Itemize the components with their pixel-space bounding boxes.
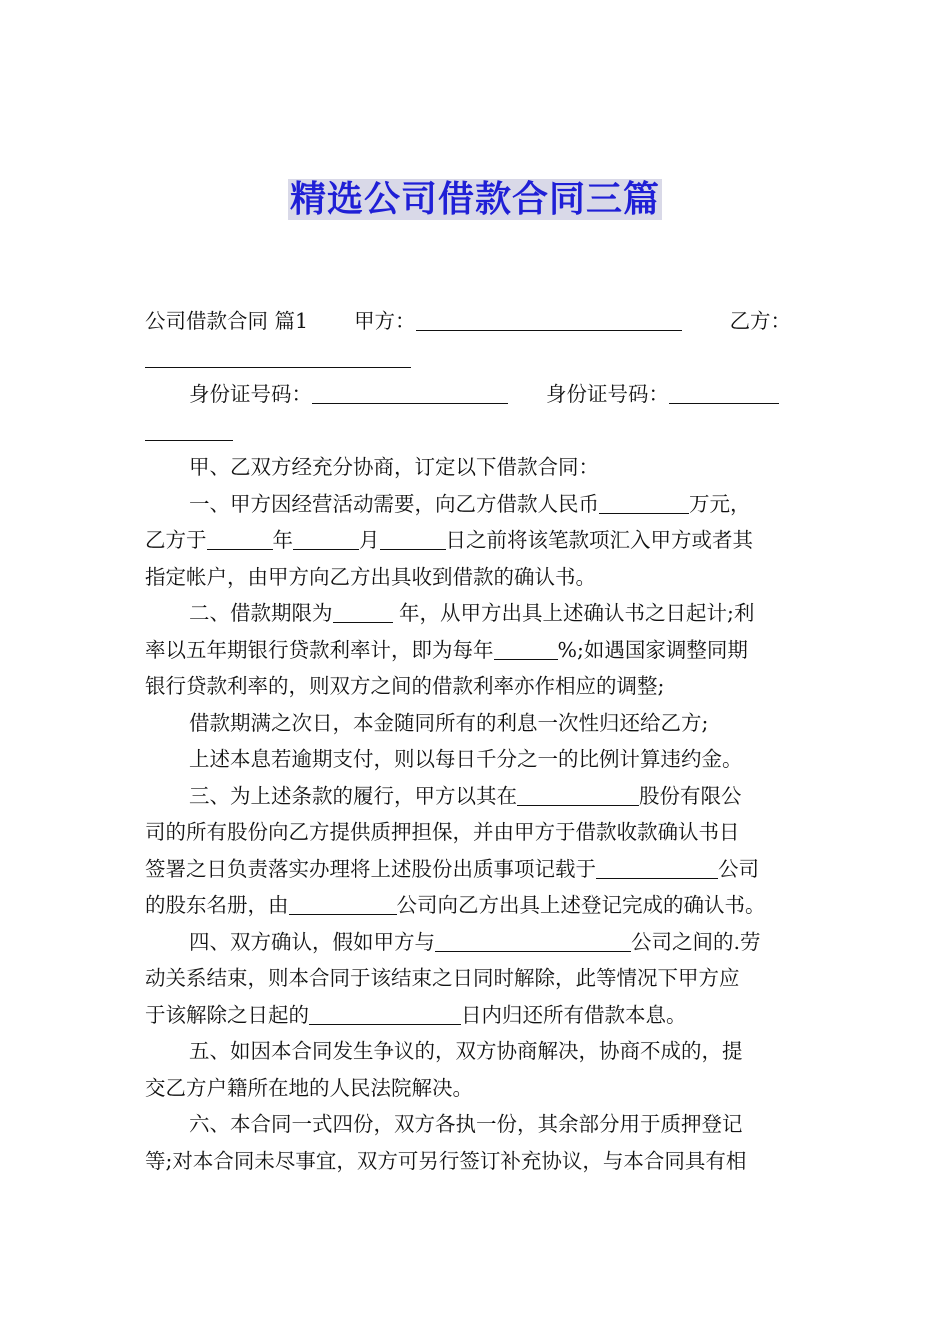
id-line	[145, 376, 811, 413]
paragraph-text: 五、如因本合同发生争议的，双方协商解决，协商不成的，提	[189, 1039, 743, 1063]
id-label-b: 身份证号码：	[546, 382, 669, 406]
paragraph-text: %;如遇国家调整同期	[557, 637, 748, 662]
paragraph-text: 乙方于	[145, 528, 207, 552]
paragraph-text: 的股东名册，由	[145, 893, 289, 917]
day-blank	[380, 525, 446, 550]
paragraph-text: 指定帐户，由甲方向乙方出具收到借款的确认书。	[145, 564, 596, 589]
contract-body	[145, 303, 811, 1179]
paragraph-text: 万元，	[689, 491, 751, 516]
paragraph	[145, 1033, 811, 1070]
register-company-blank	[596, 854, 718, 879]
paragraph-text: 公司向乙方出具上述登记完成的确认书。	[396, 893, 766, 917]
paragraph-continued	[145, 960, 811, 997]
paragraph-continued	[145, 851, 811, 888]
paragraph-text: 年，从甲方出具上述确认书之日起计;利	[399, 601, 755, 625]
paragraph-text: 四、双方确认，假如甲方与	[189, 929, 435, 954]
term-blank	[333, 598, 393, 623]
id-b-blank-continued-line	[145, 413, 811, 450]
paragraph-text: 年	[272, 528, 293, 552]
paragraph-text: 一、甲方因经营活动需要，向乙方借款人民币	[189, 491, 599, 516]
document-title	[0, 176, 950, 224]
paragraph-text: 日之前将该笔款项汇入甲方或者其	[445, 528, 753, 552]
party-a-label: 甲方：	[354, 309, 416, 333]
paragraph-continued	[145, 522, 811, 559]
contract-name: 公司借款合同 篇1	[145, 309, 309, 333]
paragraph-text: 签署之日负责落实办理将上述股份出质事项记载于	[145, 856, 596, 881]
paragraph-text: 交乙方户籍所在地的人民法院解决。	[145, 1075, 473, 1100]
paragraph-text: 率以五年期银行贷款利率计，即为每年	[145, 637, 494, 662]
amount-blank	[599, 489, 689, 514]
party-line	[145, 303, 811, 340]
paragraph-text: 甲、乙双方经充分协商，订定以下借款合同：	[189, 455, 599, 479]
paragraph	[145, 924, 811, 961]
paragraph-text: 等;对本合同未尽事宜，双方可另行签订补充协议，与本合同具有相	[145, 1148, 747, 1173]
paragraph	[145, 595, 811, 632]
employer-blank	[435, 927, 631, 952]
paragraph-text: 借款期满之次日，本金随同所有的利息一次性归还给乙方;	[189, 710, 709, 735]
paragraph-text: 日内归还所有借款本息。	[461, 1002, 687, 1027]
paragraph-text: 三、为上述条款的履行，甲方以其在	[189, 783, 517, 808]
paragraph-text: 六、本合同一式四份，双方各执一份，其余部分用于质押登记	[189, 1112, 743, 1136]
id-a-blank	[312, 379, 508, 404]
id-b-blank-continued	[145, 416, 233, 441]
paragraph-continued	[145, 997, 811, 1034]
month-blank	[293, 525, 359, 550]
paragraph-text: 公司之间的.劳	[631, 929, 761, 954]
paragraph	[145, 778, 811, 815]
paragraph-continued	[145, 632, 811, 669]
paragraph-text: 银行贷款利率的，则双方之间的借款利率亦作相应的调整;	[145, 674, 665, 698]
title-text: 精选公司借款合同三篇	[289, 179, 660, 220]
paragraph	[145, 741, 811, 778]
paragraph-continued	[145, 887, 811, 924]
paragraph-text: 司的所有股份向乙方提供质押担保，并由甲方于借款收款确认书日	[145, 820, 740, 844]
days-blank	[309, 1000, 461, 1025]
year-blank	[207, 525, 273, 550]
party-b-blank	[145, 343, 411, 368]
issuer-company-blank	[289, 890, 397, 915]
company-blank	[517, 781, 639, 806]
paragraph-text: 月	[359, 528, 380, 552]
paragraph	[145, 705, 811, 742]
id-label-a: 身份证号码：	[189, 382, 312, 406]
paragraph-text: 股份有限公	[639, 783, 742, 808]
paragraph-text: 公司	[718, 856, 759, 881]
paragraph-continued	[145, 559, 811, 596]
id-b-blank	[669, 379, 779, 404]
party-b-blank-line	[145, 340, 811, 377]
paragraph-continued	[145, 1143, 811, 1180]
paragraph-continued	[145, 814, 811, 851]
paragraph	[145, 486, 811, 523]
paragraph-text: 动关系结束，则本合同于该结束之日同时解除，此等情况下甲方应	[145, 966, 740, 990]
paragraph	[145, 449, 811, 486]
paragraph	[145, 1106, 811, 1143]
paragraph-text: 上述本息若逾期支付，则以每日千分之一的比例计算违约金。	[189, 747, 743, 771]
party-a-blank	[416, 306, 682, 331]
paragraph-text: 二、借款期限为	[189, 601, 333, 625]
paragraph-text: 于该解除之日起的	[145, 1002, 309, 1027]
paragraph-continued	[145, 1070, 811, 1107]
rate-blank	[494, 635, 558, 660]
paragraph-continued	[145, 668, 811, 705]
party-b-label: 乙方：	[729, 309, 792, 333]
